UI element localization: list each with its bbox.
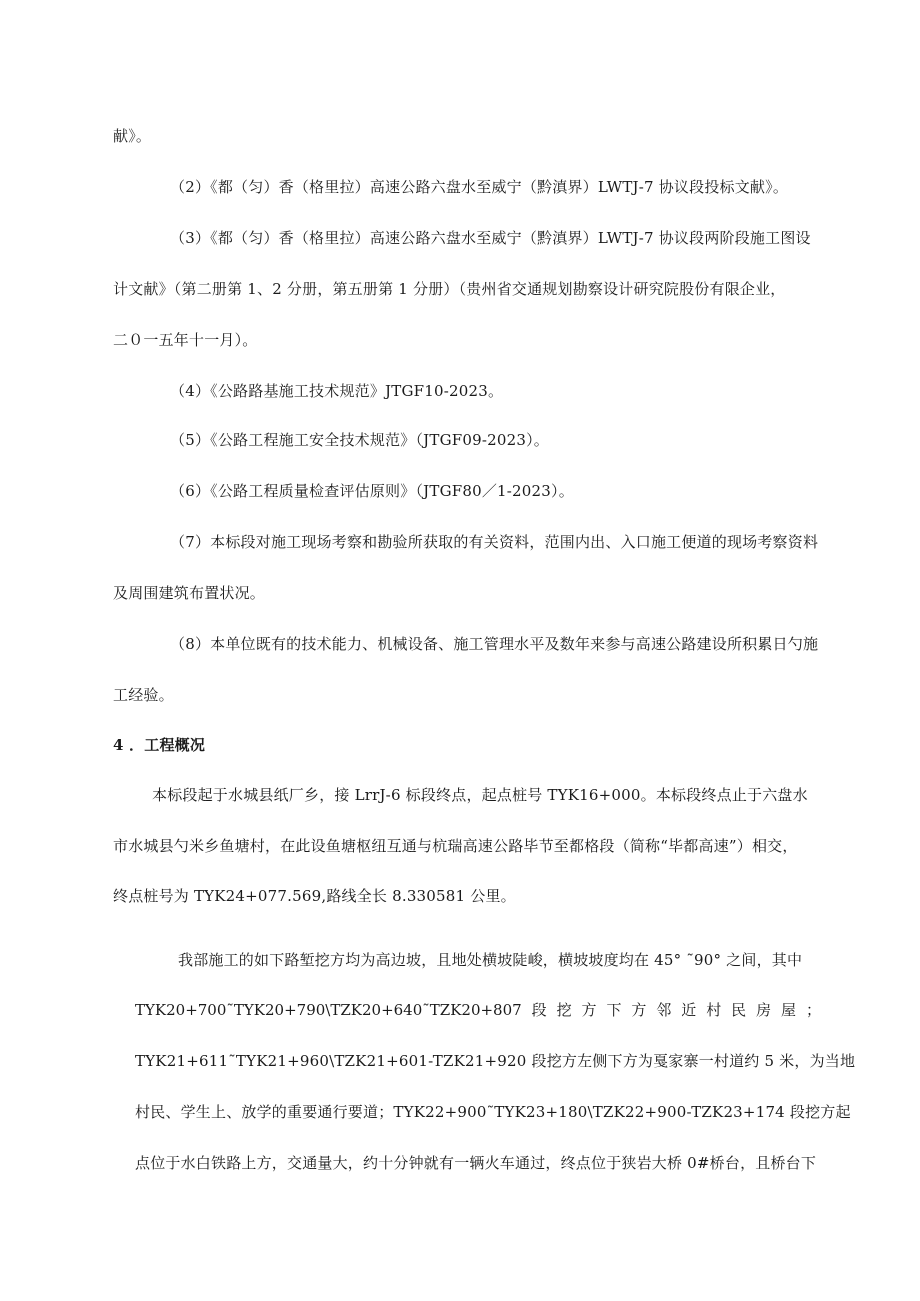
slope-word: 下	[606, 1001, 622, 1019]
slope-word: TYK20+700˜TYK20+790\TZK20+640˜TZK20+807	[135, 1001, 522, 1019]
slope-word: 房	[756, 1001, 772, 1019]
reference-item-4: （4）《公路路基施工技术规范》JTGF10-2023。	[170, 382, 504, 400]
slope-word: 屋	[781, 1001, 797, 1019]
slope-word: 村	[706, 1001, 722, 1019]
slope-word: 段	[531, 1001, 547, 1019]
slope-word: 方	[581, 1001, 597, 1019]
slope-line: TYK21+611˜TYK21+960\TZK21+601-TZK21+920 段挖方左侧下方为戛家寨一村道约 5 米，为当地	[135, 1052, 856, 1070]
reference-item-8: （8）本单位既有的技术能力、机械设备、施工管理水平及数年来参与高速公路建设所积累日勺施	[170, 635, 819, 653]
slope-line: 点位于水白铁路上方，交通量大，约十分钟就有一辆火车通过，终点位于狭岩大桥 0#桥台，且桥台下	[135, 1154, 817, 1172]
reference-item-7-cont: 及周围建筑布置状况。	[113, 584, 266, 602]
reference-item-7: （7）本标段对施工现场考察和勘验所获取的有关资料，范围内出、入口施工便道的现场考察资料	[170, 533, 819, 551]
slope-word: 民	[731, 1001, 747, 1019]
reference-item-5: （5）《公路工程施工安全技术规范》（JTGF09-2023）。	[170, 431, 549, 449]
slope-word: ；	[805, 1001, 821, 1019]
slope-line-justified	[135, 1000, 821, 1020]
overview-line: 市水城县勺米乡鱼塘村，在此设鱼塘枢纽互通与杭瑞高速公路毕节至都格段（简称“毕都高速”）相交，	[113, 837, 798, 855]
slope-word: 邻	[656, 1001, 672, 1019]
slope-word: 近	[681, 1001, 697, 1019]
overview-line: 本标段起于水城县纸厂乡，接 LrrJ-6 标段终点，起点桩号 TYK16+000。本标段终点止于六盘水	[152, 786, 808, 804]
reference-item-3-cont: 二０一五年十一月）。	[113, 331, 258, 349]
slope-word: 挖	[556, 1001, 572, 1019]
section-heading: 4 ．工程概况	[113, 736, 206, 754]
reference-item-8-cont: 工经验。	[113, 686, 174, 704]
overview-line: 终点桩号为 TYK24+077.569,路线全长 8.330581 公里。	[113, 887, 516, 905]
reference-item-3: （3）《都（匀）香（格里拉）高速公路六盘水至威宁（黔滇界）LWTJ-7 协议段两阶段施工图设	[170, 229, 811, 247]
slope-word: 方	[631, 1001, 647, 1019]
slope-line: 我部施工的如下路堑挖方均为高边坡，且地处横坡陡峻，横坡坡度均在 45° ˜90° 之间，其中	[178, 951, 803, 969]
reference-item-3-cont: 计文献》（第二册第 1、2 分册，第五册第 1 分册）（贵州省交通规划勘察设计研究院股份有限企业，	[113, 280, 786, 298]
slope-line: 村民、学生上、放学的重要通行要道；TYK22+900˜TYK23+180\TZK22+900-TZK23+174 段挖方起	[135, 1103, 851, 1121]
reference-item-2: （2）《都（匀）香（格里拉）高速公路六盘水至威宁（黔滇界）LWTJ-7 协议段投标文献》。	[170, 178, 789, 196]
paragraph-line: 献》。	[113, 127, 152, 145]
reference-item-6: （6）《公路工程质量检查评估原则》（JTGF80／1-2023）。	[170, 482, 574, 500]
